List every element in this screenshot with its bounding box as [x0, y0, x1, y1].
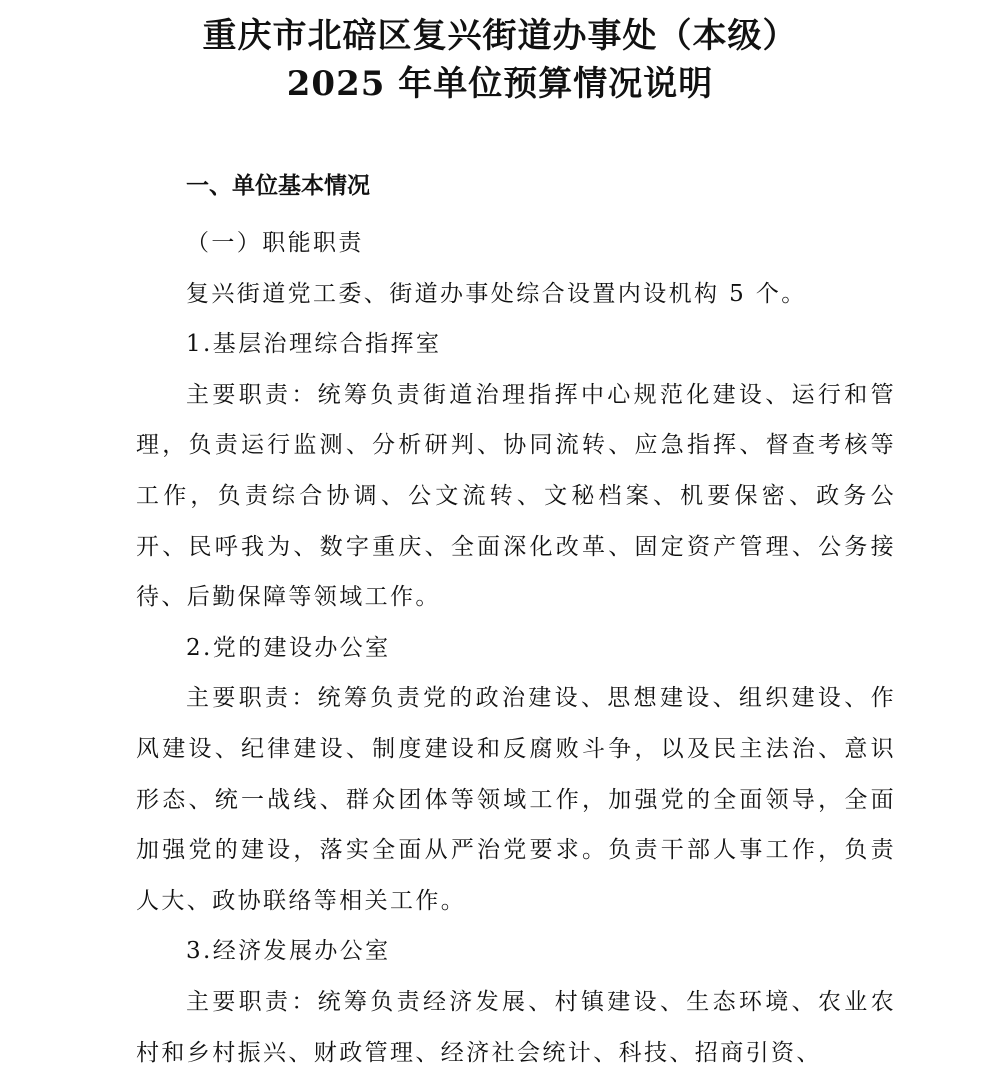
- document-body: [136, 218, 896, 1078]
- dept-1-duties: 主要职责：统筹负责街道治理指挥中心规范化建设、运行和管理，负责运行监测、分析研判、协同流转、应急指挥、督查考核等工作，负责综合协调、公文流转、文秘档案、机要保密、政务公开、民呼我为、数字重庆、全面深化改革、固定资产管理、公务接待、后勤保障等领域工作。: [136, 381, 896, 611]
- document-title-line-2: 2025 年单位预算情况说明: [286, 64, 714, 104]
- intro-paragraph: 复兴街道党工委、街道办事处综合设置内设机构 5 个。: [186, 280, 807, 307]
- subsection-heading-functions: （一）职能职责: [186, 230, 364, 256]
- section-heading-basic-info: 一、单位基本情况: [186, 173, 370, 199]
- dept-2-duties: 主要职责：统筹负责党的政治建设、思想建设、组织建设、作风建设、纪律建设、制度建设和反腐败斗争，以及民主法治、意识形态、统一战线、群众团体等领域工作，加强党的全面领导，全面加强党的建设，落实全面从严治党要求。负责干部人事工作，负责人大、政协联络等相关工作。: [136, 685, 896, 914]
- dept-2-name: 2.党的建设办公室: [186, 634, 391, 661]
- dept-1-name: 1.基层治理综合指挥室: [186, 331, 442, 358]
- dept-3-duties: 主要职责：统筹负责经济发展、村镇建设、生态环境、农业农村和乡村振兴、财政管理、经济社会统计、科技、招商引资、: [136, 988, 896, 1066]
- dept-3-name: 3.经济发展办公室: [186, 938, 391, 965]
- document-title-line-1: 重庆市北碚区复兴街道办事处（本级）: [202, 16, 798, 56]
